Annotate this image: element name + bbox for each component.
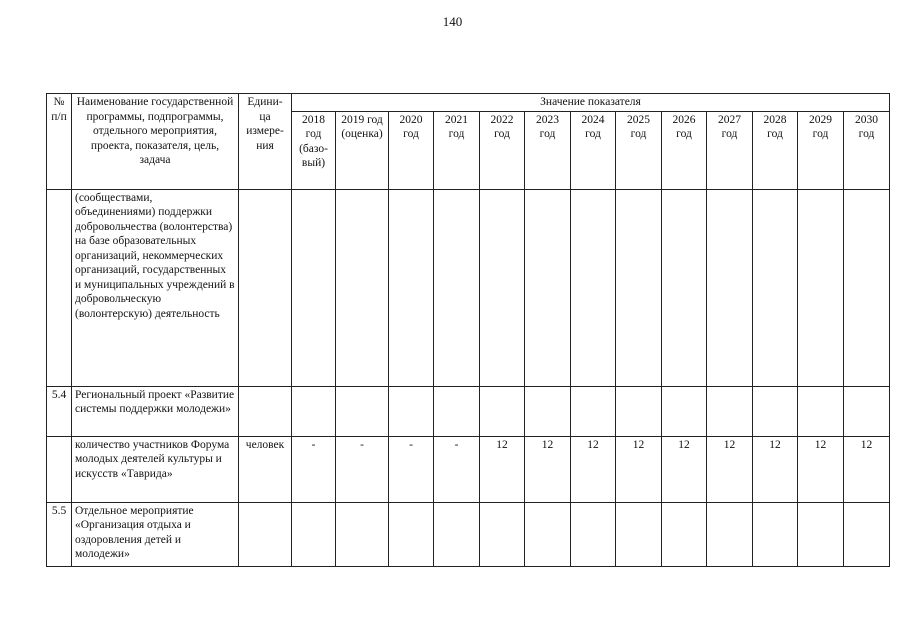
row-name: (сообществами, объединениями) поддержки добровольчества (волонтерства) на базе образовательных организаций, некоммерческих организаций, государственных и муниципальных учреждений в добровольческую (волонтерскую) деятельность xyxy=(72,189,239,386)
header-year: 2027 год xyxy=(707,111,753,189)
row-value xyxy=(798,502,844,566)
row-value xyxy=(292,386,336,436)
row-value: - xyxy=(336,436,389,502)
row-value xyxy=(480,386,525,436)
header-year: 2022 год xyxy=(480,111,525,189)
header-year: 2029 год xyxy=(798,111,844,189)
row-num xyxy=(47,436,72,502)
table-row xyxy=(47,189,890,386)
header-num: № п/п xyxy=(47,94,72,190)
page-number: 140 xyxy=(442,14,463,29)
header-year: 2026 год xyxy=(662,111,707,189)
row-unit xyxy=(239,189,292,386)
row-value: 12 xyxy=(480,436,525,502)
row-value xyxy=(389,189,434,386)
row-value xyxy=(525,386,571,436)
row-value xyxy=(571,386,616,436)
row-value: 12 xyxy=(707,436,753,502)
row-value xyxy=(707,502,753,566)
row-value xyxy=(434,502,480,566)
row-value xyxy=(798,386,844,436)
indicators-table xyxy=(46,93,890,567)
row-unit xyxy=(239,502,292,566)
row-value xyxy=(662,502,707,566)
row-value xyxy=(798,189,844,386)
row-value xyxy=(292,189,336,386)
header-year: 2024 год xyxy=(571,111,616,189)
row-value: - xyxy=(434,436,480,502)
row-value xyxy=(434,386,480,436)
row-value xyxy=(616,386,662,436)
row-value xyxy=(434,189,480,386)
row-value xyxy=(753,386,798,436)
row-value xyxy=(525,502,571,566)
row-value: - xyxy=(292,436,336,502)
row-value xyxy=(844,386,890,436)
header-year: 2023 год xyxy=(525,111,571,189)
row-value xyxy=(389,386,434,436)
row-value xyxy=(662,189,707,386)
row-unit: человек xyxy=(239,436,292,502)
header-name: Наименование государственной программы, подпрограммы, отдельного мероприятия, проекта, показателя, цель, задача xyxy=(72,94,239,190)
row-value xyxy=(525,189,571,386)
row-value xyxy=(480,189,525,386)
row-value xyxy=(571,189,616,386)
row-value xyxy=(336,502,389,566)
header-year: 2025 год xyxy=(616,111,662,189)
row-value: 12 xyxy=(525,436,571,502)
row-value xyxy=(753,502,798,566)
table-row xyxy=(47,436,890,502)
row-value xyxy=(662,386,707,436)
row-value: 12 xyxy=(798,436,844,502)
row-value xyxy=(707,386,753,436)
row-name: количество участников Форума молодых деятелей культуры и искусств «Таврида» xyxy=(72,436,239,502)
row-value: 12 xyxy=(616,436,662,502)
row-num xyxy=(47,189,72,386)
row-name: Отдельное мероприятие «Организация отдыха и оздоровления детей и молодежи» xyxy=(72,502,239,566)
header-year: 2021 год xyxy=(434,111,480,189)
row-value: 12 xyxy=(662,436,707,502)
header-unit: Едини-ца измере-ния xyxy=(239,94,292,190)
header-year: 2020 год xyxy=(389,111,434,189)
table-row xyxy=(47,502,890,566)
header-year: 2028 год xyxy=(753,111,798,189)
row-unit xyxy=(239,386,292,436)
row-value: 12 xyxy=(753,436,798,502)
row-value xyxy=(292,502,336,566)
table-row xyxy=(47,386,890,436)
row-value xyxy=(616,189,662,386)
header-year: 2030 год xyxy=(844,111,890,189)
row-value xyxy=(571,502,616,566)
header-year: 2018 год (базо-вый) xyxy=(292,111,336,189)
row-value xyxy=(844,502,890,566)
row-value xyxy=(389,502,434,566)
row-value: - xyxy=(389,436,434,502)
row-value xyxy=(707,189,753,386)
row-name: Региональный проект «Развитие системы поддержки молодежи» xyxy=(72,386,239,436)
row-num: 5.4 xyxy=(47,386,72,436)
row-value: 12 xyxy=(571,436,616,502)
row-value xyxy=(480,502,525,566)
row-num: 5.5 xyxy=(47,502,72,566)
header-values: Значение показателя xyxy=(292,94,890,112)
row-value: 12 xyxy=(844,436,890,502)
row-value xyxy=(616,502,662,566)
row-value xyxy=(753,189,798,386)
row-value xyxy=(844,189,890,386)
header-year: 2019 год (оценка) xyxy=(336,111,389,189)
row-value xyxy=(336,386,389,436)
row-value xyxy=(336,189,389,386)
